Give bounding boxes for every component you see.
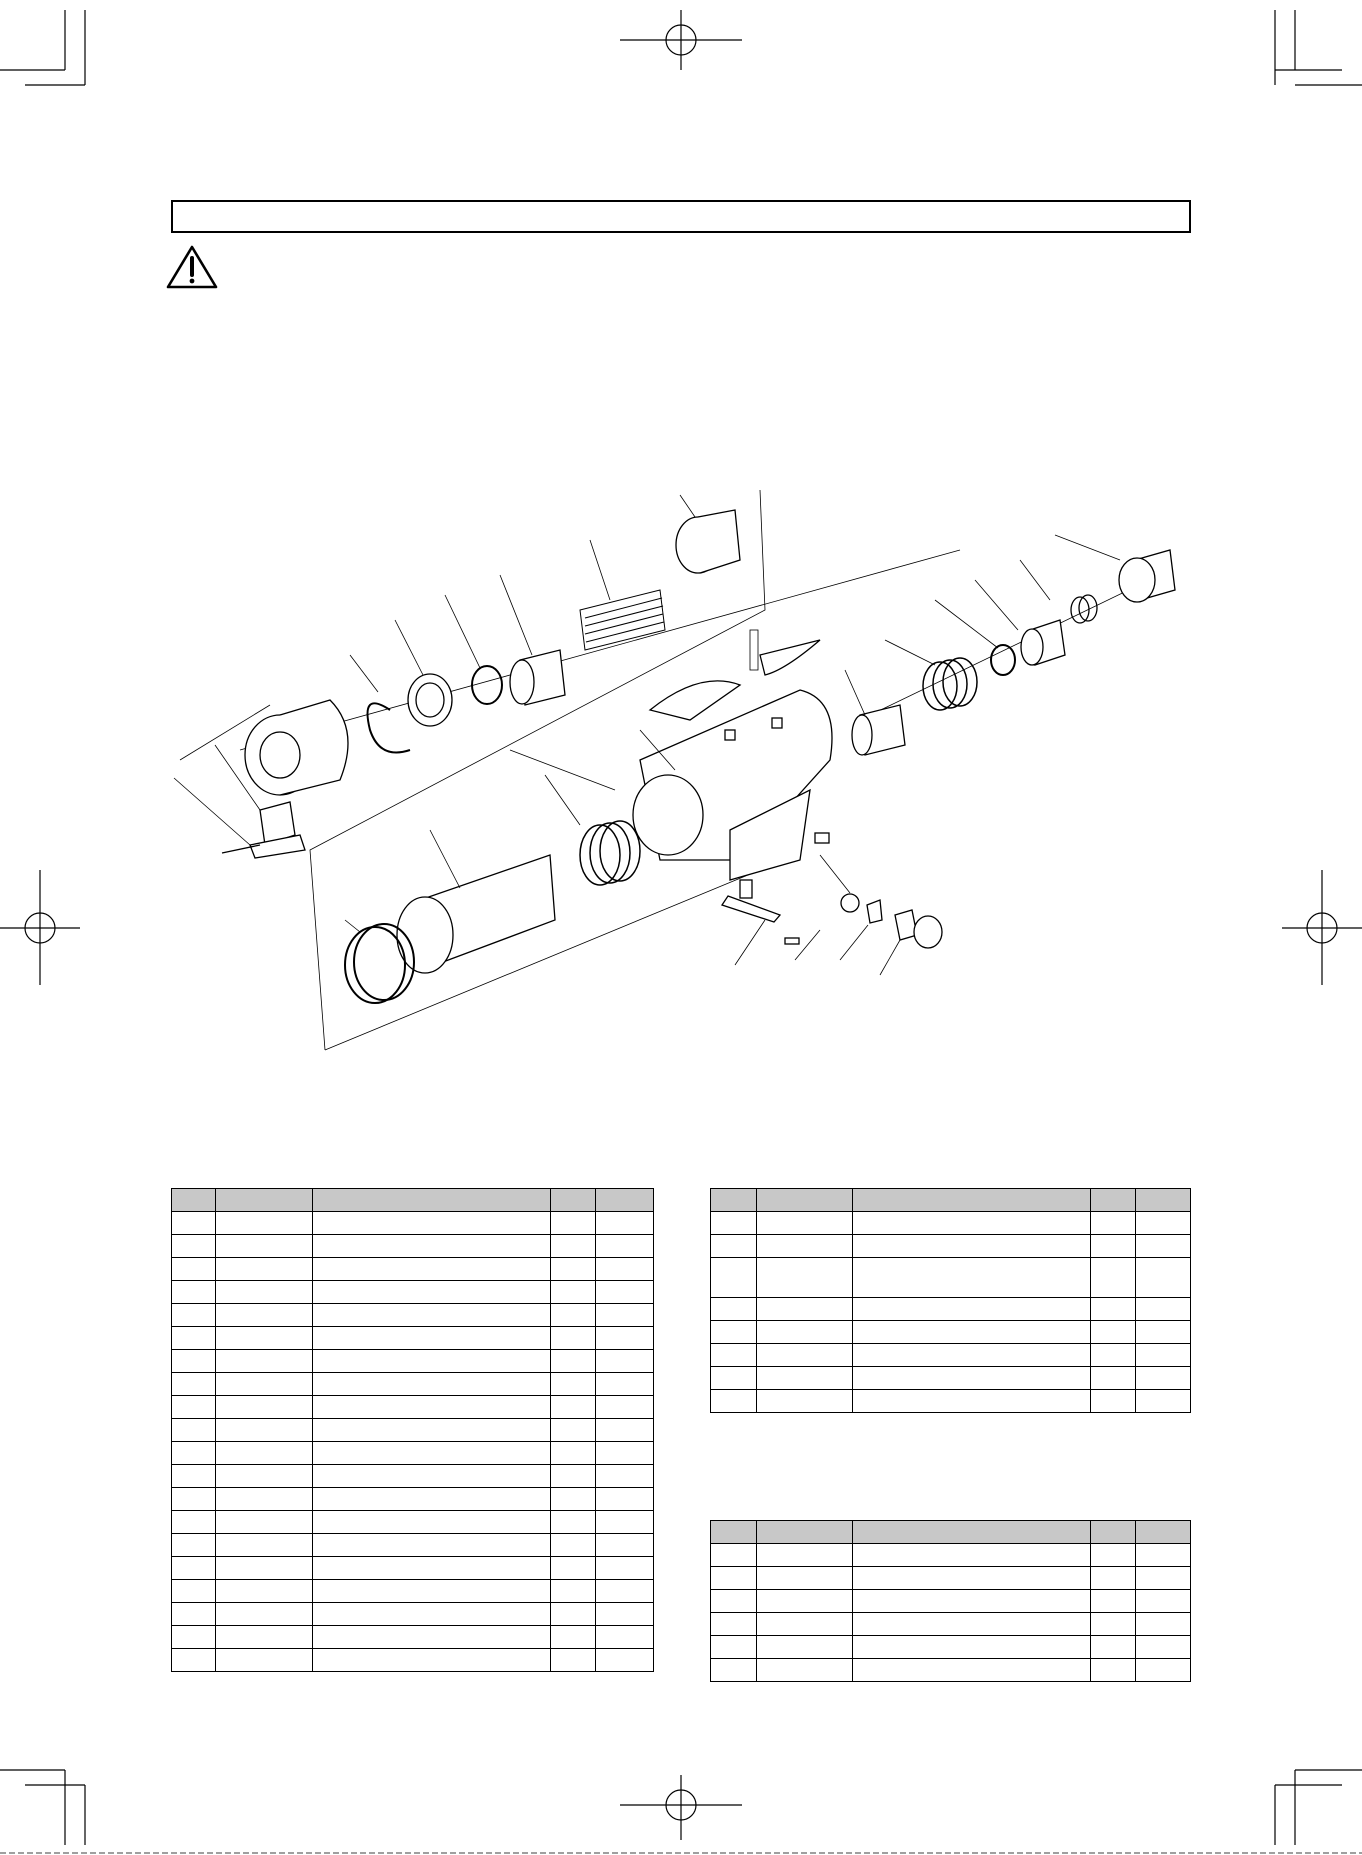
col-no (172, 1189, 216, 1212)
table-row (172, 1327, 654, 1350)
table-row (711, 1258, 1191, 1298)
table-row (172, 1419, 654, 1442)
spring-part-center (580, 821, 640, 885)
blade-part-right (760, 640, 820, 675)
table-row (711, 1567, 1191, 1590)
warning-triangle-icon (166, 244, 218, 290)
section-title-bar (171, 200, 1191, 233)
front-cap-part (245, 700, 348, 795)
cylinder-part (397, 855, 555, 973)
table-row (172, 1258, 654, 1281)
table-row (172, 1465, 654, 1488)
table-row (172, 1534, 654, 1557)
table-row (172, 1649, 654, 1672)
main-body-part (633, 690, 832, 880)
table-row (711, 1590, 1191, 1613)
table-row (172, 1626, 654, 1649)
table-row (711, 1390, 1191, 1413)
table-header-row (711, 1189, 1191, 1212)
table-row (172, 1396, 654, 1419)
needle-bundle-part (580, 590, 665, 650)
table-row (711, 1212, 1191, 1235)
blade-part-left (650, 681, 740, 720)
table-row (172, 1488, 654, 1511)
table-row (711, 1613, 1191, 1636)
table-row (711, 1367, 1191, 1390)
exploded-parts-diagram (160, 460, 1210, 1060)
table-row (711, 1344, 1191, 1367)
table-row (172, 1304, 654, 1327)
spring-part-right (923, 658, 977, 710)
parts-list-table-right-top (710, 1188, 1191, 1413)
table-row (711, 1321, 1191, 1344)
table-row (172, 1235, 654, 1258)
parts-list-table-left (171, 1188, 654, 1672)
table-row (711, 1544, 1191, 1567)
col-qty (551, 1189, 596, 1212)
table-row (172, 1281, 654, 1304)
trigger-part (722, 896, 780, 922)
table-row (711, 1659, 1191, 1682)
table-row (172, 1350, 654, 1373)
col-description (313, 1189, 551, 1212)
table-row (172, 1212, 654, 1235)
table-row (172, 1557, 654, 1580)
table-row (172, 1603, 654, 1626)
table-row (172, 1373, 654, 1396)
spring-part-small (1071, 595, 1097, 623)
parts-list-table-right-bottom (710, 1520, 1191, 1682)
table-row (172, 1511, 654, 1534)
table-row (172, 1442, 654, 1465)
table-row (711, 1235, 1191, 1258)
col-remarks (596, 1189, 654, 1212)
table-row (711, 1636, 1191, 1659)
table-row (172, 1580, 654, 1603)
table-row (711, 1298, 1191, 1321)
table-header-row (172, 1189, 654, 1212)
col-part-number (216, 1189, 313, 1212)
table-header-row (711, 1521, 1191, 1544)
